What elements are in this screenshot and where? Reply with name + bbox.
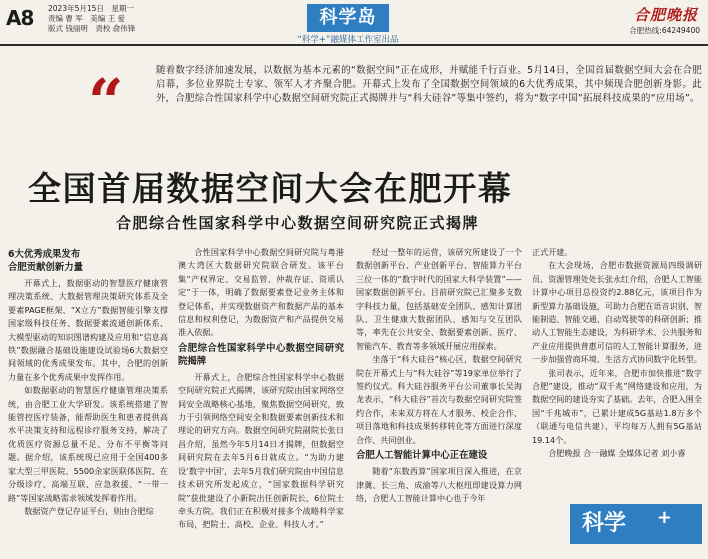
layout-line: 版式 钱丽明 责校 俞伟锋 (48, 24, 136, 33)
article-column-1 (8, 246, 168, 556)
newspaper-logo: 合肥晚报 (633, 6, 698, 24)
paragraph: 合性国家科学中心数据空间研究院与粤港澳大湾区大数据研究院联合研发。该平台集“产权界定、交易监管、仲裁存证、资质认定”于一体，明确了数据要素登记业务主体和登记体系，并实现数据资产和数据产品的基本信息和权利登记，为数据资产和产品提供交易准入依据。 (178, 247, 344, 338)
column-heading: 合肥综合性国家科学中心数据空间研究院揭牌 (178, 342, 344, 367)
masthead-meta (48, 4, 135, 34)
paragraph: 坐落于“科大硅谷”核心区，数据空间研究院在开幕式上与“科大硅谷”等19家单位举行了签约仪式。科大硅谷服务平台公司董事长吴海龙表示，“科大硅谷”首次与数据空间研究院签约合作，未来双方将在人才服务、校企合作、项目落地和科技成果转移转化等方面进行深度合作、共同创业。 (356, 354, 522, 445)
editor-line: 责编 曹 军 美编 王 爱 (48, 14, 126, 23)
heading-line-1: 6大优秀成果发布 (8, 249, 81, 260)
date-line: 2023年5月15日 星期一 (48, 4, 134, 13)
section-title: 科学岛 (307, 4, 389, 32)
article-column-2 (178, 246, 344, 556)
paragraph: 经过一整年的运营，该研究所建设了一个数据创新平台、产业创新平台、智能算力平台三位一体的“数字时代的国家大科学装置”——国家数据创新平台。目前研究院已汇聚多支数字科技力量，包括基础安全团队、感知计算团队、卫生健康大数据团队、感知与交互团队等，率先在公共安全、数据要素创新、医疗、智能汽车、教育等多领域开展应用探索。 (356, 247, 522, 351)
column-heading: 合肥人工智能计算中心正在建设 (356, 450, 488, 462)
column-heading (8, 248, 168, 274)
article-column-4 (532, 246, 702, 476)
heading-line-2: 合肥贡献创新力量 (8, 262, 84, 273)
intro-paragraph: 随着数字经济加速发展，以数据为基本元素的“数据空间”正在成形，并赋能千行百业。5月14日，全国首届数据空间大会在合肥启幕，多位业界院士专家、领军人才齐聚合肥。开幕式上发布了全国数据空间领域的6大优秀成果，其中频现合肥创新身影。此外，合肥综合性国家科学中心数据空间研究院正式揭牌并与“科大硅谷”等集中签约，将为“数字中国”拓展科技成果的“应用场”。 (156, 65, 702, 105)
masthead (0, 0, 708, 46)
article-column-3 (356, 246, 522, 556)
paragraph: 随着“东数西算”国家项目深入推进，在京津冀、长三角、成渝等八大枢纽即建设算力网络，合肥人工智能计算中心也于今年 (356, 466, 522, 503)
science-plus-badge (570, 504, 702, 544)
paragraph: 数据资产登记存证平台，则由合肥综 (24, 505, 154, 516)
paragraph: 正式开建。 (532, 247, 573, 257)
paragraph: 在大会现场，合肥市数据资源局四级调研员、资源管理处处长张永红介绍，合肥人工智能计算中心项目总投资约2.88亿元，该项目作为新型算力基础设施，可助力合肥在语音识别、智能制造、智能交通、自动驾驶等的科研创新；推动人工智能生态建设，为科研学术、公共服务和产业应用提供普惠可信的人工智能计算服务，进一步加强营商环境、生活方式协同数字化转型。 (532, 260, 702, 365)
page-number: A8 (6, 6, 34, 30)
badge-text: 科学 (582, 511, 627, 536)
byline: 合肥晚报 合一融媒 全媒体记者 刘小睿 (548, 448, 686, 459)
quote-mark-icon: “ (88, 65, 124, 138)
headline: 全国首届数据空间大会在肥开幕 (28, 169, 513, 208)
hotline: 合肥热线:64249400 (629, 26, 700, 35)
paragraph: 开幕式上，数据驱动的智慧医疗健康管理决策系统、大数据管理决策研究体系及全要素PAGE框架、“X立方”数据智能引擎支撑国家级科技任务、数据要素流通创新体系、大模型驱动的知识图谱构建及应用和“信息高铁”数据融合基础设施建设试验场6大数据空间领域的优秀成果发布。其中，合肥的创新力量在多个优秀成果中发挥作用。 (8, 278, 168, 382)
section-subtitle: “科学+”融媒体工作室出品 (297, 35, 399, 45)
subheadline: 合肥综合性国家科学中心数据空间研究院正式揭牌 (116, 214, 480, 232)
paragraph: 开幕式上，合肥综合性国家科学中心数据空间研究院正式揭牌，该研究院由国家网络空间安全战略核心基地，聚焦数据空间研究，致力于引领网络空间安全和数据要素创新技术和理论的研究方向。数据空间研究院副院长张日昌介绍，虽然今年5月14日才揭牌，但数据空间研究院在去年5月6日就成立。“为助力建设‘数字中国’，去年5月我们研究院由中国信息技术研究所发起成立，“国家数据科学研究院”获批建设了小新院出任创新院长，6位院士牵头方院。我们正在积极对接多个战略科学家布局，把院士、高校、企业、科技人才。” (178, 371, 344, 530)
plus-icon: + (656, 507, 672, 528)
paragraph: 张司表示，近年来，合肥市加快推进“数字合肥”建设，推动“双千兆”网络建设和应用，为数据空间的建设夯实了基础。去年，合肥入围全国“千兆城市”，已累计建成5G基站1.8万多个（联通与电信共建），平均每万人拥有5G基站19.14个。 (532, 367, 702, 445)
paragraph: 如数据驱动的智慧医疗健康管理决策系统，由合肥工业大学研发。该系统搭建了智能管控医疗装备，能帮助医生和患者提供高水平决策支持和远程诊疗服务支持，解决了优质医疗资源总量不足、分布不平衡等问题。据介绍，该系统现已应用于全国400多家大型三甲医院、5500余家医联体医院、在分级诊疗、高端互联、应急救援、“一带一路”等国家战略需求领域发挥着作用。 (8, 385, 168, 503)
